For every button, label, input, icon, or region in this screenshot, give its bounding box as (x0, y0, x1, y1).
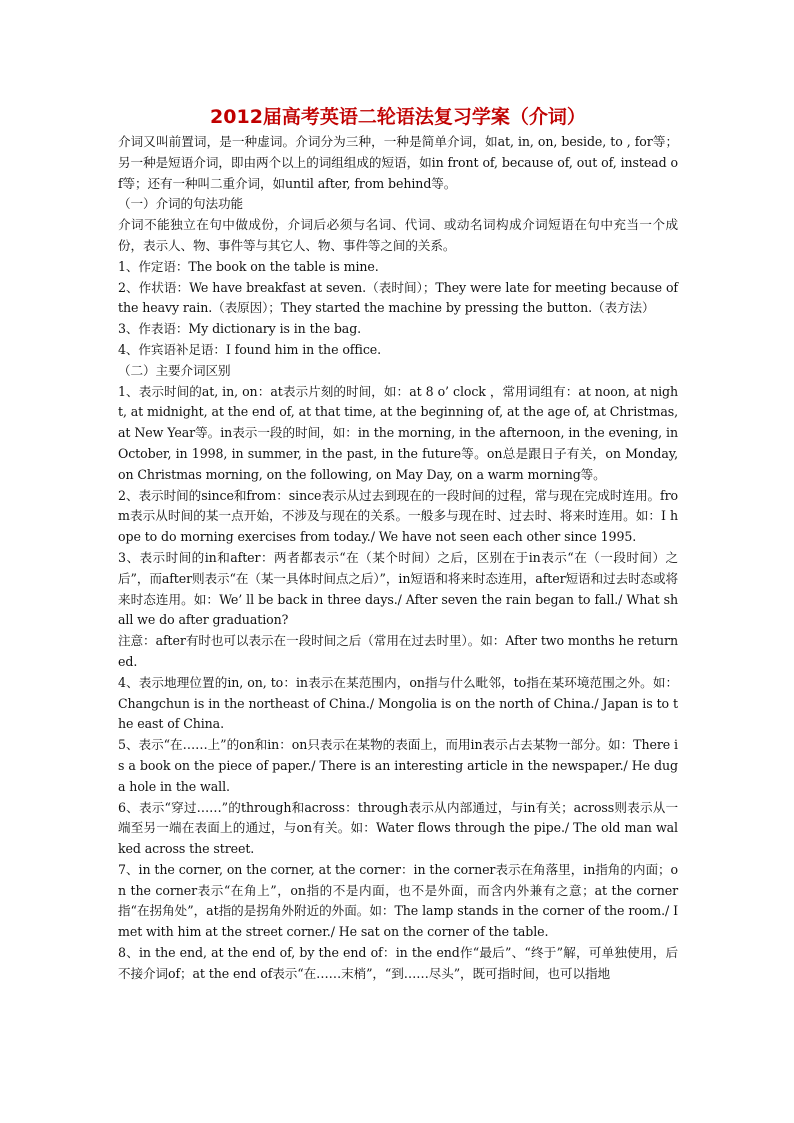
list-item: 4、表示地理位置的in, on, to：in表示在某范围内，on指与什么毗邻，to指在某环境范围之外。如：Changchun is in the northeast of China./ Mongolia is on the north of China./ Japan is to the east of China. (118, 674, 678, 732)
syntax-paragraph: 介词不能独立在句中做成份，介词后必须与名词、代词、或动名词构成介词短语在句中充当一个成份，表示人、物、事件等与其它人、物、事件等之间的关系。 (118, 217, 678, 253)
list-item: 7、in the corner, on the corner, at the corner：in the corner表示在角落里，in指角的内面；on the corner表示“在角上”，on指的不是内面，也不是外面，而含内外兼有之意；at the corner指“在拐角处”，at指的是拐角外附近的外面。如：The lamp stands in the corner of the room./ I met with him at the street corner./ He sat on the corner of the table. (118, 861, 678, 940)
section-heading-syntax: （一）介词的句法功能 (118, 196, 243, 212)
document-title: 2012届高考英语二轮语法复习学案（介词） (210, 106, 586, 128)
list-item: 2、表示时间的since和from：since表示从过去到现在的一段时间的过程，常与现在完成时连用。from表示从时间的某一点开始，不涉及与现在的关系。一般多与现在时、过去时、将来时连用。如：I hope to do morning exercises from today./ We have not seen each other since 1995. (118, 487, 678, 545)
list-item: 4、作宾语补足语：I found him in the office. (118, 341, 382, 357)
list-item: 8、in the end, at the end of, by the end of：in the end作“最后”、“终于”解，可单独使用，后不接介词of；at the end of表示“在……末梢”，“到……尽头”，既可指时间，也可以指地 (118, 945, 678, 981)
list-item: 1、表示时间的at, in, on：at表示片刻的时间，如：at 8 o’ clock ，常用词组有：at noon, at night, at midnight, at the end of, at that time, at the beginning of, at the age of, at Christmas, at New Year等。in表示一段的时间，如：in the morning, in the afternoon, in the evening, in October, in 1998, in summer, in the past, in the future等。on总是跟日子有关，on Monday, on Christmas morning, on the following, on May Day, on a warm morning等。 (118, 383, 678, 482)
list-item: 5、表示“在……上”的on和in：on只表示在某物的表面上，而用in表示占去某物一部分。如：There is a book on the piece of paper./ There is an interesting article in the newspaper./ He dug a hole in the wall. (118, 737, 678, 794)
note-paragraph: 注意：after有时也可以表示在一段时间之后（常用在过去时里）。如：After two months he returned. (118, 633, 678, 669)
section-heading-differences: （二）主要介词区别 (118, 362, 231, 378)
document-body (118, 132, 678, 985)
list-item: 3、表示时间的in和after：两者都表示“在（某个时间）之后，区别在于in表示“在（一段时间）之后”，而after则表示“在（某一具体时间点之后）”，in短语和将来时态连用，after短语和过去时态或将来时态连用。如：We’ ll be back in three days./ After seven the rain began to fall./ What shall we do after graduation? (118, 549, 678, 628)
list-item: 2、作状语：We have breakfast at seven.（表时间）；They were late for meeting because of the heavy rain.（表原因）；They started the machine by pressing the button.（表方法） (118, 279, 678, 316)
list-item: 1、作定语：The book on the table is mine. (118, 258, 379, 274)
list-item: 6、表示“穿过……”的through和across：through表示从内部通过，与in有关；across则表示从一端至另一端在表面上的通过，与on有关。如：Water flows through the pipe./ The old man walked across the street. (118, 799, 678, 857)
intro-paragraph: 介词又叫前置词，是一种虚词。介词分为三种，一种是简单介词，如at, in, on, beside, to , for等；另一种是短语介词，即由两个以上的词组组成的短语，如in front of, because of, out of, instead of等；还有一种叫二重介词，如until after, from behind等。 (118, 134, 678, 191)
list-item: 3、作表语：My dictionary is in the bag. (118, 321, 362, 337)
document-page (118, 104, 678, 985)
